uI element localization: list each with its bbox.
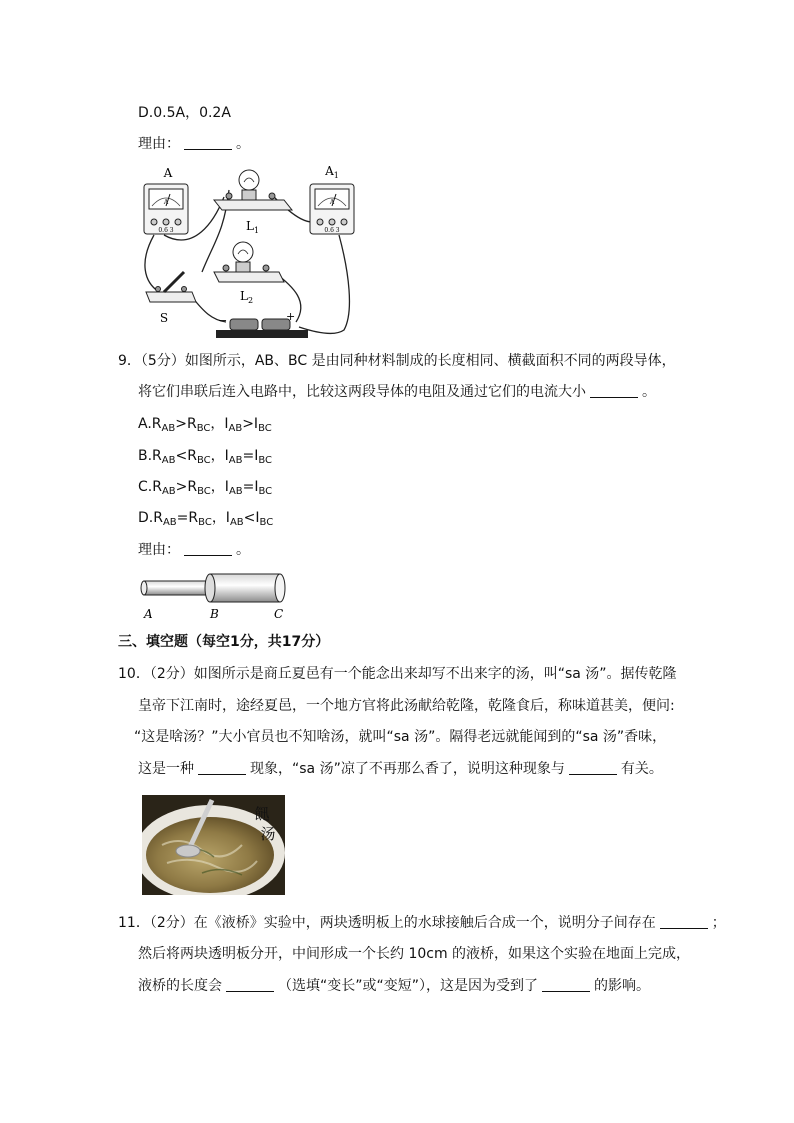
q11-blank-1[interactable] [660,914,708,929]
q10-line3: “这是啥汤？”大小官员也不知啥汤，就叫“sa 汤”。隔得老远就能闻到的“sa 汤”香味， [134,729,667,745]
bulb-l1 [214,170,292,235]
q11-line1: 11．（2分）在《液桥》实验中，两块透明板上的水球接触后合成一个，说明分子间存在 ； [118,915,726,931]
label-b: B [210,607,219,621]
q11-line3: 液桥的长度会 （选填“变长”或“变短”），这是因为受到了 的影响。 [138,978,651,994]
soup-caption-bottom: 汤 [260,825,276,843]
q9-stem-line2 [138,382,656,402]
ammeter-a-terminals: 0.6 3 [158,227,174,234]
q9-reason-end: 。 [236,542,250,558]
ammeter-a1-label: $A_1$ [325,164,339,180]
q8-circuit-figure [134,162,360,342]
q9-option-d[interactable]: $D.R_{AB}=R_{BC}$，$I_{AB}<I_{BC}$ [138,510,274,528]
label-c: C [274,607,284,621]
bulb-l1-label: $L_1$ [246,219,260,235]
q8-reason-label: 理由： [138,136,180,152]
ammeter-a [144,166,188,234]
soup-caption-top: 䭀 [254,805,270,823]
q9-reason-label: 理由： [138,542,180,558]
battery-plus-label: + [286,310,296,323]
ammeter-a-label: A [163,166,173,180]
q10-soup-photo [142,795,285,895]
battery [216,310,308,338]
q10-blank-2[interactable] [569,760,617,775]
wire-a-switch [145,235,159,292]
q11-blank-2[interactable] [226,977,274,992]
q8-reason [138,134,250,154]
section-3-heading: 三、填空题（每空1分，共17分） [118,634,330,650]
bulb-l2-label: $L_2$ [240,289,254,305]
q9-option-c[interactable]: $C.R_{AB}>R_{BC}$，$I_{AB}=I_{BC}$ [138,479,273,497]
q8-option-d: D.0.5A，0.2A [138,105,231,121]
switch-s [146,272,196,325]
q9-option-a[interactable]: $A.R_{AB}>R_{BC}$，$I_{AB}>I_{BC}$ [138,416,272,434]
ammeter-a1-face-label: A [329,199,335,206]
q8-reason-blank[interactable] [184,135,232,150]
q9-answer-blank[interactable] [590,383,638,398]
q11-line2: 然后将两块透明板分开，中间形成一个长约 10cm 的液桥，如果这个实验在地面上完成， [138,946,691,962]
battery-minus-label: − [218,314,228,327]
q10-line1: 10．（2分）如图所示是商丘夏邑有一个能念出来却写不出来字的汤，叫“sa 汤”。据传乾隆 [118,666,677,682]
q9-reason-blank[interactable] [184,541,232,556]
q9-stem-text: 将它们串联后连入电路中，比较这两段导体的电阻及通过它们的电流大小 [138,384,586,400]
ammeter-a-face-label: A [163,199,169,206]
q10-blank-1[interactable] [198,760,246,775]
label-a: A [144,607,153,621]
q9-conductor-figure [136,570,286,622]
bulb-l2 [214,242,284,305]
q9-stem-end: 。 [642,384,656,400]
wire-a1-battery [299,235,349,333]
q8-reason-end: 。 [236,136,250,152]
q11-blank-3[interactable] [542,977,590,992]
q9-option-b[interactable]: $B.R_{AB}<R_{BC}$，$I_{AB}=I_{BC}$ [138,448,273,466]
q9-reason [138,540,250,560]
q9-stem-line1: 9．（5分）如图所示，AB、BC 是由同种材料制成的长度相同、横截面积不同的两段导体， [118,353,676,369]
switch-s-label: S [159,311,169,325]
ammeter-a1-terminals: 0.6 3 [324,227,340,234]
ammeter-a1 [310,164,354,234]
q10-line2: 皇帝下江南时，途经夏邑，一个地方官将此汤献给乾隆，乾隆食后，称味道甚美，便问: [138,698,675,714]
q10-line4: 这是一种 现象，“sa 汤”凉了不再那么香了，说明这种现象与 有关。 [138,761,663,777]
